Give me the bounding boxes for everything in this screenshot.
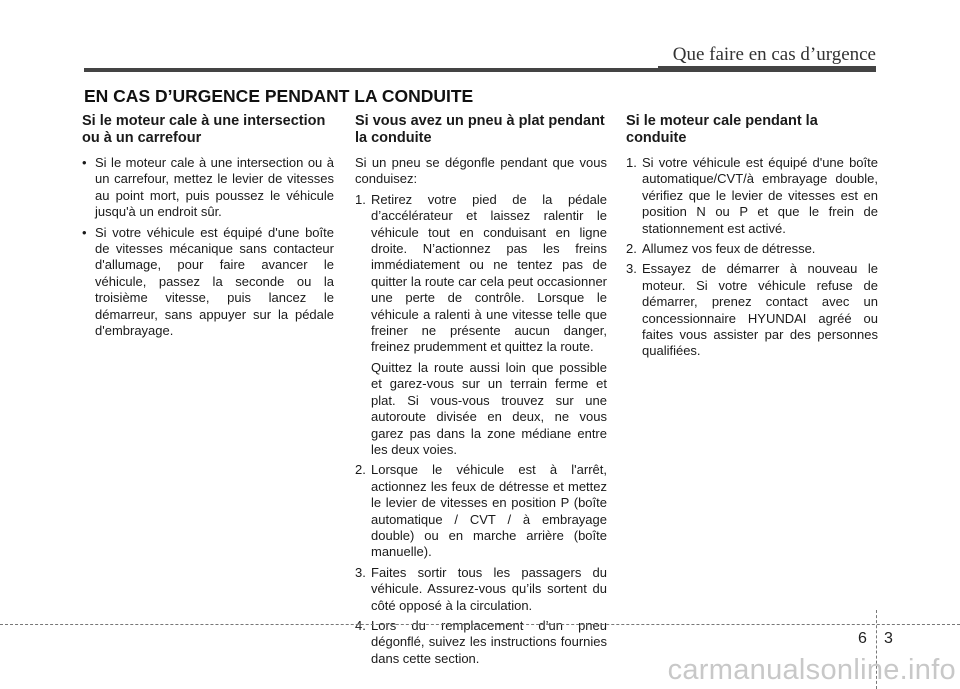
list-item: 3. Essayez de démarrer à nouveau le moteur. Si votre véhicule refuse de démarrer, prenez contact avec un concessionnaire HYUNDAI agréé ou faites vous assister par des personnes qualifiées. [626, 261, 878, 359]
list-item: 3. Faites sortir tous les passagers du véhicule. Assurez-vous qu’ils sortent du côté opposé à la circulation. [355, 564, 607, 613]
list-item: 2. Allumez vos feux de détresse. [626, 241, 816, 257]
column-engine-stall-driving [626, 113, 878, 364]
list-item: 1. Si votre véhicule est équipé d'une boîte automatique/CVT/à embrayage double, vérifiez que le levier de vitesses est en position N ou P et que le frein de stationnement est activé. [626, 155, 878, 236]
bullet-icon: • [82, 155, 87, 170]
list-item: 1. Retirez votre pied de la pédale d’accélérateur et laissez ralentir le véhicule tout en conduisant en ligne droite. N’actionnez pas les freins immédiatement ou ne tentez pas de quitter la route car cela peut occasionner une perte de contrôle. Lorsque le véhicule a ralenti à une vitesse telle que freiner ne présente aucun danger, freinez prudemment et quittez la route. [355, 191, 607, 355]
column-heading: Si le moteur cale pendant la conduite [626, 113, 818, 146]
list-item: 2. Lorsque le véhicule est à l'arrêt, actionnez les feux de détresse et mettez le levier de vitesses en position P (boîte automatique / CVT / à embrayage double) ou en marche arrière (boîte manuelle). [355, 462, 607, 560]
section-title: EN CAS D’URGENCE PENDANT LA CONDUITE [84, 86, 474, 106]
list-item-extra: Quittez la route aussi loin que possible et garez-vous sur un terrain ferme et plat. Si vous-vous trouvez sur une autoroute divisée en deux, ne vous garez pas dans la zone médiane entre les deux voies. [371, 359, 607, 457]
list-item: 4. Lors du remplacement d’un pneu dégonflé, suivez les instructions fournies dans cette section. [355, 617, 607, 666]
list-item: • Si le moteur cale à une intersection ou à un carrefour, mettez le levier de vitesses au point mort, puis poussez le véhicule jusqu'à un endroit sûr. [82, 155, 334, 220]
watermark: carmanualsonline.info [667, 654, 956, 686]
header-rule [84, 68, 876, 72]
footer-rule [0, 624, 960, 625]
page-number: 3 [884, 630, 893, 647]
column-heading: Si vous avez un pneu à plat pendant la conduite [355, 113, 605, 146]
column-stall-intersection [82, 113, 334, 343]
list-item: • Si votre véhicule est équipé d'une boîte de vitesses mécanique sans contacteur d'allumage, pour faire avancer le véhicule, passez la seconde ou la troisième vitesse, puis lancez le démarreur, sans appuyer sur la pédale d'embrayage. [82, 224, 334, 339]
header-title: Que faire en cas d’urgence [672, 44, 876, 65]
column-flat-tire [355, 113, 607, 671]
bullet-icon: • [82, 224, 87, 240]
column-heading: Si le moteur cale à une intersection ou à un carrefour [82, 113, 326, 146]
chapter-number: 6 [858, 630, 867, 647]
column-intro: Si un pneu se dégonfle pendant que vous conduisez: [355, 155, 607, 187]
